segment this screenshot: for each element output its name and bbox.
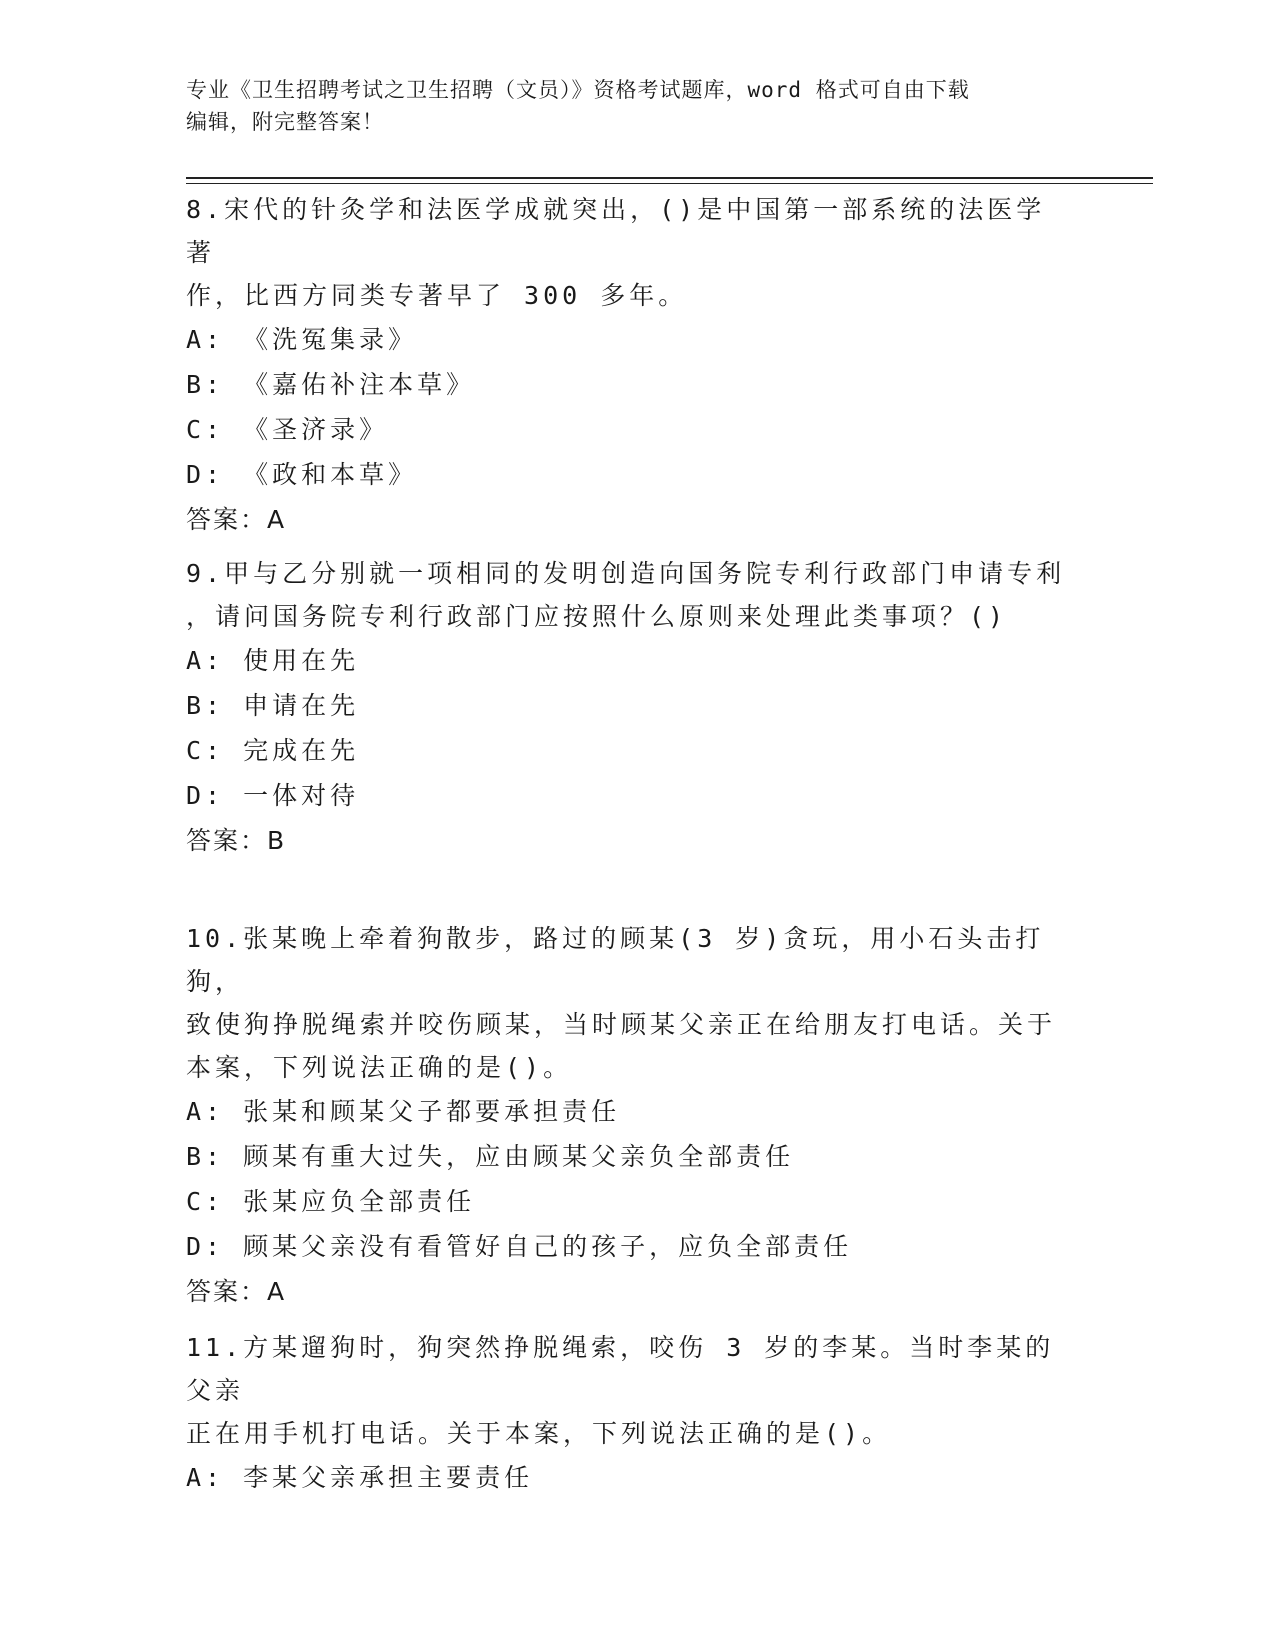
option-a: A: 使用在先 (186, 646, 360, 675)
answer: 答案：A (186, 505, 287, 534)
stem-line: 9.甲与乙分别就一项相同的发明创造向国务院专利行政部门申请专利 (186, 559, 1066, 588)
option-c: C: 完成在先 (186, 736, 360, 765)
stem-line: 10.张某晚上牵着狗散步，路过的顾某(3 岁)贪玩，用小石头击打狗， (186, 924, 1045, 996)
question-stem (186, 1326, 1066, 1455)
option-b: B: 《嘉佑补注本草》 (186, 370, 476, 399)
stem-line: 作，比西方同类专著早了 300 多年。 (186, 281, 688, 310)
option-d: D: 《政和本草》 (186, 460, 418, 489)
stem-line: ，请问国务院专利行政部门应按照什么原则来处理此类事项？() (186, 602, 1008, 631)
option-a: A: 李某父亲承担主要责任 (186, 1463, 534, 1492)
question-stem (186, 188, 1066, 317)
header-line-1: 专业《卫生招聘考试之卫生招聘（文员）》资格考试题库，word 格式可自由下载 (186, 78, 970, 102)
option-d: D: 顾某父亲没有看管好自己的孩子，应负全部责任 (186, 1232, 853, 1261)
stem-line: 本案，下列说法正确的是()。 (186, 1053, 573, 1082)
option-c: C: 张某应负全部责任 (186, 1187, 476, 1216)
option-b: B: 顾某有重大过失，应由顾某父亲负全部责任 (186, 1142, 795, 1171)
question-10 (186, 917, 1066, 1314)
option-b: B: 申请在先 (186, 691, 360, 720)
header-line-2: 编辑，附完整答案！ (186, 110, 384, 134)
answer: 答案：A (186, 1277, 287, 1306)
option-c: C: 《圣济录》 (186, 415, 389, 444)
question-stem (186, 917, 1066, 1089)
question-11 (186, 1326, 1066, 1500)
header-divider-thin (186, 183, 1153, 184)
stem-line: 正在用手机打电话。关于本案，下列说法正确的是()。 (186, 1419, 892, 1448)
question-9 (186, 552, 1066, 863)
header-divider-thick (186, 177, 1153, 179)
option-a: A: 《洗冤集录》 (186, 325, 418, 354)
option-d: D: 一体对待 (186, 781, 360, 810)
question-stem (186, 552, 1066, 638)
option-a: A: 张某和顾某父子都要承担责任 (186, 1097, 621, 1126)
document-header (186, 74, 1086, 138)
stem-line: 11.方某遛狗时，狗突然挣脱绳索，咬伤 3 岁的李某。当时李某的父亲 (186, 1333, 1055, 1405)
question-8 (186, 188, 1066, 542)
stem-line: 致使狗挣脱绳索并咬伤顾某，当时顾某父亲正在给朋友打电话。关于 (186, 1010, 1057, 1039)
stem-line: 8.宋代的针灸学和法医学成就突出，()是中国第一部系统的法医学著 (186, 195, 1046, 267)
answer: 答案：B (186, 826, 287, 855)
